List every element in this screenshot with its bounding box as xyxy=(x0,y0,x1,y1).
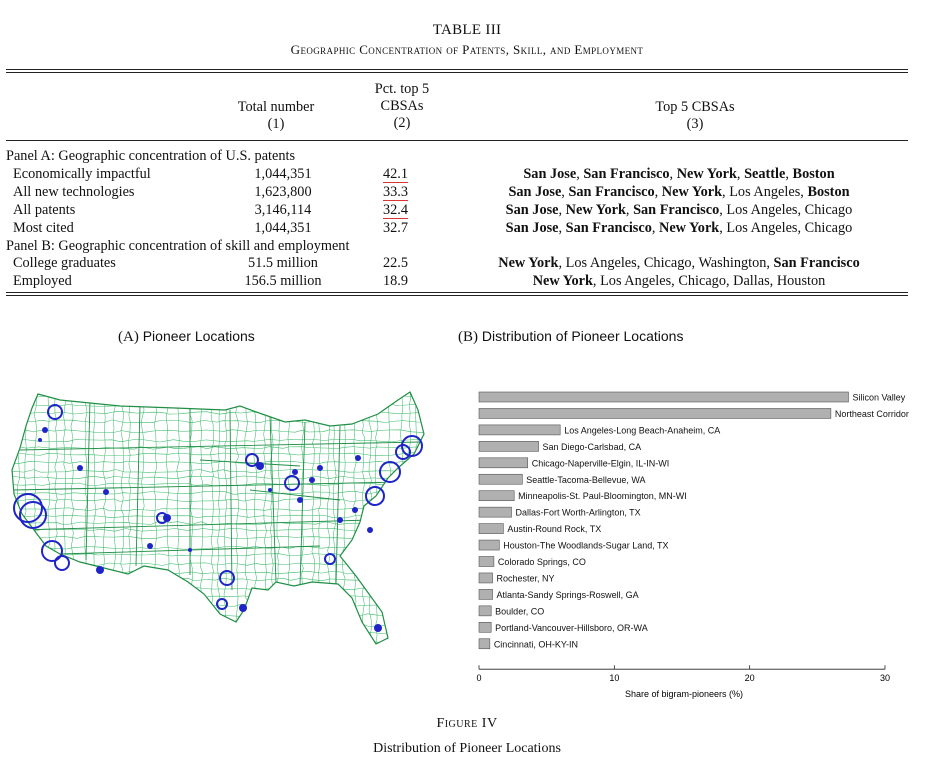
cbsa-name: San Francisco xyxy=(773,255,860,272)
bar-label: Minneapolis-St. Paul-Bloomington, MN-WI xyxy=(518,491,687,502)
row-top5-cbsas: New York, Los Angeles, Chicago, Dallas, Houston xyxy=(532,273,826,290)
panel-title-row xyxy=(6,238,910,256)
cbsa-name: New York xyxy=(565,201,626,218)
panel-a-heading: (A) Pioneer Locations xyxy=(118,328,255,345)
cbsa-name: Seattle xyxy=(744,165,786,182)
pct-value: 33.3 xyxy=(382,183,409,200)
figure-caption-title: Distribution of Pioneer Locations xyxy=(373,741,561,756)
cbsa-name: San Francisco xyxy=(583,165,670,182)
pioneer-location-marker xyxy=(55,556,69,570)
bottom-rule-2 xyxy=(6,295,908,296)
row-label: Employed xyxy=(13,273,72,290)
top-rule-2 xyxy=(6,72,908,73)
pioneer-location-marker xyxy=(188,548,192,552)
pioneer-location-marker xyxy=(268,488,272,492)
bar xyxy=(479,557,494,567)
cbsa-name: Chicago xyxy=(804,219,853,236)
cbsa-name: Los Angeles xyxy=(726,219,798,236)
panel-title-row xyxy=(6,148,910,166)
pioneer-location-marker xyxy=(103,489,109,495)
bar-label: Cincinnati, OH-KY-IN xyxy=(493,639,579,650)
pct-value: 18.9 xyxy=(382,273,409,290)
bar-label: Los Angeles-Long Beach-Anaheim, CA xyxy=(564,425,721,436)
cbsa-name: San Jose xyxy=(523,165,577,182)
row-top5-cbsas: San Jose, San Francisco, New York, Seattle, Boston xyxy=(523,165,835,182)
us-pioneer-map xyxy=(0,370,430,650)
x-tick-label: 30 xyxy=(879,673,891,684)
x-tick-label: 20 xyxy=(744,673,755,684)
cbsa-name: San Jose xyxy=(505,219,559,236)
table-row xyxy=(6,166,910,184)
bar-label: Seattle-Tacoma-Bellevue, WA xyxy=(526,474,646,485)
row-top5-cbsas: San Jose, San Francisco, New York, Los Angeles, Boston xyxy=(508,183,850,200)
pct-value: 42.1 xyxy=(382,165,409,182)
panel-title: Panel B: Geographic concentration of skill and employment xyxy=(6,237,350,254)
figure-label: Figure IV xyxy=(436,716,498,731)
cbsa-name: San Francisco xyxy=(565,219,652,236)
patents-table xyxy=(6,148,910,291)
bar xyxy=(479,392,848,402)
pioneer-location-marker xyxy=(337,517,343,523)
row-pct xyxy=(343,166,448,184)
row-label: College graduates xyxy=(13,255,116,272)
pioneer-location-marker xyxy=(256,462,264,470)
bar xyxy=(479,524,503,534)
table-row xyxy=(6,273,910,291)
x-tick-label: 0 xyxy=(476,673,482,684)
pioneer-location-marker xyxy=(317,465,323,471)
pioneer-location-marker xyxy=(352,507,358,513)
bar-label: Austin-Round Rock, TX xyxy=(507,524,602,535)
cbsa-name: Boston xyxy=(792,165,835,182)
row-total: 51.5 million xyxy=(248,255,318,272)
bar xyxy=(479,540,499,550)
row-pct xyxy=(343,184,448,202)
cbsa-name: New York xyxy=(498,255,559,272)
cbsa-name: New York xyxy=(661,183,723,200)
pioneer-location-marker xyxy=(367,527,373,533)
cbsa-name: Los Angeles xyxy=(565,255,637,272)
header-col1: Total number (1) xyxy=(237,99,315,132)
row-label: Most cited xyxy=(13,219,74,236)
bar-label: Dallas-Fort Worth-Arlington, TX xyxy=(515,507,641,518)
bar-label: San Diego-Carlsbad, CA xyxy=(542,441,642,452)
cbsa-name: San Francisco xyxy=(633,201,720,218)
bar xyxy=(479,507,511,517)
bar xyxy=(479,458,528,468)
row-total: 1,623,800 xyxy=(254,183,312,200)
cbsa-name: Washington xyxy=(698,255,767,272)
bar xyxy=(479,408,831,418)
bar xyxy=(479,639,490,649)
pct-value: 22.5 xyxy=(382,255,409,272)
header-rule xyxy=(6,140,908,141)
cbsa-name: San Francisco xyxy=(568,183,655,200)
header-col2: Pct. top 5 CBSAs (2) xyxy=(374,81,430,131)
panel-b-heading: (B) Distribution of Pioneer Locations xyxy=(458,328,684,345)
bar-label: Northeast Corridor xyxy=(834,408,909,419)
cbsa-name: Chicago xyxy=(804,201,853,218)
row-top5-cbsas: San Jose, San Francisco, New York, Los Angeles, Chicago xyxy=(505,219,853,236)
row-top5-cbsas: New York, Los Angeles, Chicago, Washington, San Francisco xyxy=(498,255,860,272)
row-total: 156.5 million xyxy=(244,273,322,290)
bar xyxy=(479,606,491,616)
cbsa-name: New York xyxy=(676,165,737,182)
cbsa-name: Dallas xyxy=(733,273,770,290)
cbsa-name: San Jose xyxy=(505,201,559,218)
x-tick-label: 10 xyxy=(609,673,620,684)
row-top5-cbsas: San Jose, New York, San Francisco, Los Angeles, Chicago xyxy=(505,201,853,218)
bar xyxy=(479,589,493,599)
cbsa-name: Boston xyxy=(807,183,850,200)
header-col3: Top 5 CBSAs (3) xyxy=(655,99,735,132)
table-row xyxy=(6,184,910,202)
pioneer-location-marker xyxy=(355,455,361,461)
cbsa-name: Los Angeles xyxy=(729,183,801,200)
cbsa-name: San Jose xyxy=(508,183,562,200)
table-row xyxy=(6,220,910,238)
bar xyxy=(479,491,514,501)
bar-label: Rochester, NY xyxy=(496,573,555,584)
bar-label: Houston-The Woodlands-Sugar Land, TX xyxy=(503,540,669,551)
row-pct xyxy=(343,255,448,273)
pct-value: 32.7 xyxy=(382,219,409,236)
cbsa-name: Chicago xyxy=(678,273,726,290)
cbsa-name: New York xyxy=(532,273,593,290)
bar xyxy=(479,441,539,451)
bar-label: Colorado Springs, CO xyxy=(497,557,586,567)
table-title: TABLE III xyxy=(432,22,502,38)
pioneer-location-marker xyxy=(77,465,83,471)
pioneer-location-marker xyxy=(42,427,48,433)
pioneer-location-marker xyxy=(297,497,303,503)
bar xyxy=(479,622,491,632)
pioneer-location-marker xyxy=(147,543,153,549)
bar xyxy=(479,425,560,435)
top-rule-1 xyxy=(6,69,908,70)
pioneer-location-marker xyxy=(292,469,298,475)
table-row xyxy=(6,255,910,273)
row-total: 1,044,351 xyxy=(254,165,312,182)
cbsa-name: New York xyxy=(659,219,720,236)
pioneer-location-marker xyxy=(309,477,315,483)
row-total: 3,146,114 xyxy=(254,201,312,218)
bar-label: Atlanta-Sandy Springs-Roswell, GA xyxy=(496,589,639,600)
table-subtitle: Geographic Concentration of Patents, Skill, and Employment xyxy=(290,42,644,57)
bottom-rule-1 xyxy=(6,292,908,293)
cbsa-name: Los Angeles xyxy=(726,201,798,218)
row-label: All patents xyxy=(13,201,76,218)
cbsa-name: Chicago xyxy=(643,255,692,272)
pioneer-location-marker xyxy=(239,604,247,612)
bar xyxy=(479,474,522,484)
bar-label: Portland-Vancouver-Hillsboro, OR-WA xyxy=(495,622,648,633)
row-pct xyxy=(343,273,448,291)
pct-value: 32.4 xyxy=(382,201,409,218)
pioneer-location-marker xyxy=(38,438,42,442)
bar-label: Boulder, CO xyxy=(495,606,545,617)
cbsa-name: Houston xyxy=(776,273,826,290)
bar-label: Chicago-Naperville-Elgin, IL-IN-WI xyxy=(531,458,670,469)
pioneer-location-marker xyxy=(163,514,171,522)
bar-label: Silicon Valley xyxy=(852,392,906,403)
row-label: All new technologies xyxy=(13,183,135,200)
pioneer-location-marker xyxy=(374,624,382,632)
cbsa-name: Los Angeles xyxy=(600,273,672,290)
pioneer-bar-chart xyxy=(460,380,930,710)
pioneer-location-marker xyxy=(96,566,104,574)
panel-title: Panel A: Geographic concentration of U.S. patents xyxy=(6,148,296,164)
row-total: 1,044,351 xyxy=(254,219,312,236)
row-label: Economically impactful xyxy=(13,165,151,182)
table-row xyxy=(6,202,910,220)
row-pct xyxy=(343,220,448,238)
x-axis-title: Share of bigram-pioneers (%) xyxy=(624,689,744,700)
bar xyxy=(479,573,493,583)
row-pct xyxy=(343,202,448,220)
